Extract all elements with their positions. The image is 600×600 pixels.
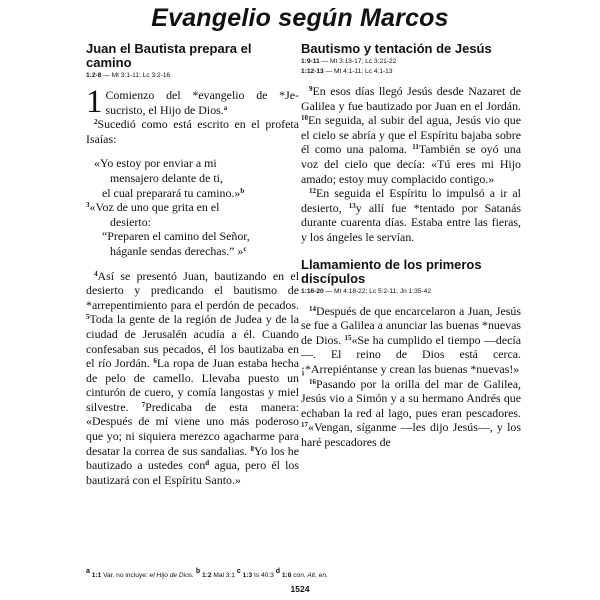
right-column	[301, 42, 521, 449]
footnotes: $^a$ 1:1 Var. no incluye: el Hijo de Dios. $^b$ 1:2 Mal 3:1 $^c$ 1:3 Is 40:3 $^d$ 1:8 con. Alt. en.	[86, 568, 328, 579]
parallel-references: 1:16-20 — Mt 4:18-22; Lc 5:2-11; Jn 1:35-42	[301, 287, 432, 295]
verses-12-13: $^{12}$En seguida el Espíritu lo impulsó a ir al desierto, $^{13}$y allí fue *tentado por Satanás durante cuarenta días. Estaba entre las fieras, y los ángeles le servían.	[301, 186, 522, 244]
footnote-marker: a	[223, 103, 228, 112]
verses-16-17: $^{16}$Pasando por la orilla del mar de Galilea, Jesús vio a Simón y a su hermano Andrés que echaban la red al lago, pues eran pescadores. $^{17}$«Vengan, síganme —les dijo Jesús—, y los haré pescadores de	[301, 376, 521, 449]
verse-1: 1 Comienzo del *evangelio de *Jesucristo, el Hijo de Dios.$^a$	[86, 84, 299, 120]
prophecy-quote: «Yo estoy por enviar a mi mensajero delante de ti, el cual preparará tu camino.»$^b$ $^3$«Voz de uno que grita en el desierto: “Preparen el camino del Señor, háganle sendas derechas.” »$^c$	[86, 156, 250, 258]
section-heading-llamamiento: Llamamiento de los primeros discípulos	[301, 256, 482, 286]
section-heading-juan: Juan el Bautista prepara el camino	[86, 41, 252, 70]
book-title: Evangelio según Marcos	[151, 4, 449, 32]
parallel-references: 1:2-8 — Mt 3:1-11; Lc 3:2-16	[86, 72, 171, 79]
verses-14-15: $^{14}$Después de que encarcelaron a Juan, Jesús se fue a Galilea a anunciar las buenas *nuevas de Dios. $^{15}$«Se ha cumplido el tiempo —decía—. El reino de Dios está cerca. ¡*Arrepiéntanse y crean las buenas *nuevas!»	[301, 303, 521, 376]
left-column	[86, 42, 299, 487]
section-heading-bautismo: Bautismo y tentación de Jesús	[301, 41, 492, 56]
parallel-references: 1:9-11 — Mt 3:13-17; Lc 3:21-22	[301, 58, 397, 65]
verses-4-8: $^4$Así se presentó Juan, bautizando en el desierto y predicando el bautismo de *arrepentimiento para el perdón de pecados. $^5$Toda la gente de la región de Judea y de la ciudad de Jerusalén acudía a él. Cuando confesaban sus pecados, él los bautizaba en el río Jordán. $^6$La ropa de Juan estaba hecha de pelo de camello. Llevaba puesto un cinturón de cuero, y comía langostas y miel silvestre. $^7$Predicaba de esta manera: «Después de mí viene uno más poderoso que yo; ni siquiera merezco agacharme para desatar la correa de sus sandalias. $^8$Yo los he bautizado a ustedes con$^d$ agua, pero él los bautizará con el Espíritu Santo.»	[86, 268, 300, 487]
chapter-number: 1	[86, 84, 103, 120]
parallel-references: 1:12-13 — Mt 4:1-11; Lc 4:1-13	[301, 68, 393, 75]
page-number: 1524	[290, 584, 310, 594]
verse-2: $^2$Sucedió como está escrito en el profeta Isaías:	[86, 117, 299, 146]
verses-9-11: $^9$En esos días llegó Jesús desde Nazaret de Galilea y fue bautizado por Juan en el Jordán. $^{10}$En seguida, al subir del agua, Jesús vio que el cielo se abría y que el Espíritu bajaba sobre él como una paloma. $^{11}$También se oyó una voz del cielo que decía: «Tú eres mi Hijo amado; estoy muy complacido contigo.»	[301, 84, 521, 186]
